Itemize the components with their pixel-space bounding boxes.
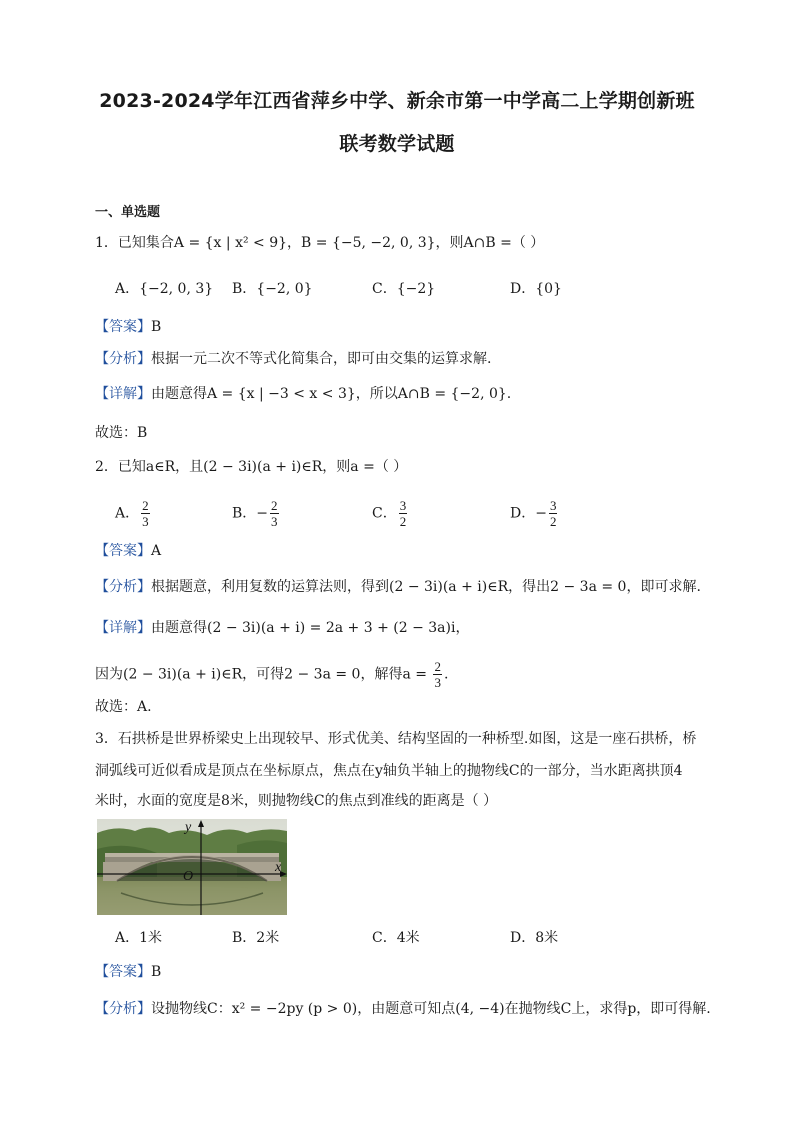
q2-analysis: 根据题意，利用复数的运算法则，得到(2 − 3i)(a + i)∈R，得出2 − 3a = 0，即可求解. — [151, 579, 701, 595]
q1-option-a: A．{−2, 0, 3} — [115, 281, 214, 297]
fraction-denominator: 3 — [142, 514, 149, 529]
answer-tag: 【答案】 — [95, 543, 151, 559]
q1-option-c: C．{−2} — [372, 281, 436, 297]
q2-detail: 由题意得(2 − 3i)(a + i) = 2a + 3 + (2 − 3a)i， — [151, 620, 470, 636]
q2-option-d — [510, 498, 559, 529]
bridge-figure — [97, 819, 287, 915]
q3-answer-row — [95, 962, 161, 982]
q2-answer: A — [151, 543, 162, 559]
q3-option-a: A．1米 — [115, 930, 163, 946]
analysis-tag: 【分析】 — [95, 579, 151, 595]
q1-answer: B — [151, 319, 162, 335]
q2-option-b-prefix: B．− — [232, 505, 269, 522]
stone-arch-bridge-photo — [97, 819, 287, 915]
q3-stem-line2: 洞弧线可近似看成是顶点在坐标原点，焦点在y轴负半轴上的抛物线C的一部分，当水距离拱顶4 — [95, 763, 683, 779]
q2-detail2-suffix: . — [443, 666, 449, 683]
q2-option-b — [232, 498, 281, 529]
analysis-tag: 【分析】 — [95, 1001, 151, 1017]
q2-detail2-row — [95, 659, 448, 690]
q2-detail2-text: 因为(2 − 3i)(a + i)∈R，可得2 − 3a = 0，解得a = — [95, 666, 432, 683]
page-title-line2: 联考数学试题 — [339, 133, 455, 155]
detail-tag: 【详解】 — [95, 386, 151, 402]
page-title-line1: 2023-2024学年江西省萍乡中学、新余市第一中学高二上学期创新班 — [99, 90, 695, 112]
q3-analysis-row — [95, 999, 711, 1019]
q2-option-c-fraction — [399, 498, 408, 529]
q1-detail: 由题意得A = {x | −3 < x < 3}，所以A∩B = {−2, 0}. — [151, 386, 512, 402]
fraction-numerator: 3 — [549, 498, 557, 513]
detail-tag: 【详解】 — [95, 620, 151, 636]
fraction-numerator: 3 — [399, 498, 407, 513]
q3-option-c: C．4米 — [372, 930, 420, 946]
q2-detail-row — [95, 618, 469, 638]
y-axis-label: y — [185, 820, 192, 835]
q3-option-d: D．8米 — [510, 930, 559, 946]
q2-analysis-row — [95, 577, 701, 597]
q2-option-a — [115, 498, 152, 529]
answer-tag: 【答案】 — [95, 319, 151, 335]
q1-answer-row — [95, 317, 161, 337]
q2-option-b-fraction — [270, 498, 279, 529]
fraction-denominator: 2 — [399, 514, 407, 529]
q3-option-b: B．2米 — [232, 930, 280, 946]
fraction-numerator: 2 — [271, 498, 278, 513]
fraction-numerator: 2 — [142, 498, 149, 513]
q2-detail2-fraction — [433, 659, 442, 690]
x-axis-label: x — [275, 860, 282, 875]
analysis-tag: 【分析】 — [95, 351, 151, 367]
q2-option-c-prefix: C． — [372, 505, 397, 522]
q1-detail-row — [95, 384, 511, 404]
q2-answer-row — [95, 541, 161, 561]
fraction-numerator: 2 — [434, 659, 441, 674]
q3-stem-line1: 3．石拱桥是世界桥梁史上出现较早、形式优美、结构坚固的一种桥型.如图，这是一座石拱桥，桥 — [95, 731, 697, 747]
q1-analysis-row — [95, 349, 491, 369]
q2-conclusion: 故选：A. — [95, 699, 152, 715]
fraction-denominator: 3 — [434, 675, 441, 690]
q2-stem: 2．已知a∈R，且(2 − 3i)(a + i)∈R，则a =（ ） — [95, 459, 408, 475]
answer-tag: 【答案】 — [95, 964, 151, 980]
q3-stem-line3: 米时，水面的宽度是8米，则抛物线C的焦点到准线的距离是（ ） — [95, 793, 498, 809]
q1-conclusion: 故选：B — [95, 425, 148, 441]
q2-option-c — [372, 498, 409, 529]
fraction-denominator: 2 — [549, 514, 557, 529]
q3-analysis: 设抛物线C：x² = −2py (p > 0)，由题意可知点(4, −4)在抛物线C上，求得p，即可得解. — [151, 1001, 711, 1017]
section-heading: 一、单选题 — [95, 205, 161, 220]
q1-stem: 1．已知集合A = {x | x² < 9}，B = {−5, −2, 0, 3}，则A∩B =（ ） — [95, 235, 545, 251]
fraction-denominator: 3 — [271, 514, 278, 529]
q2-option-a-prefix: A． — [115, 505, 140, 522]
q2-option-d-prefix: D．− — [510, 505, 547, 522]
q1-option-b: B．{−2, 0} — [232, 281, 313, 297]
q1-analysis: 根据一元二次不等式化简集合，即可由交集的运算求解. — [151, 351, 492, 367]
q2-option-a-fraction — [141, 498, 150, 529]
q1-option-d: D．{0} — [510, 281, 562, 297]
origin-label: O — [183, 869, 194, 884]
q2-option-d-fraction — [549, 498, 558, 529]
q3-answer: B — [151, 964, 162, 980]
